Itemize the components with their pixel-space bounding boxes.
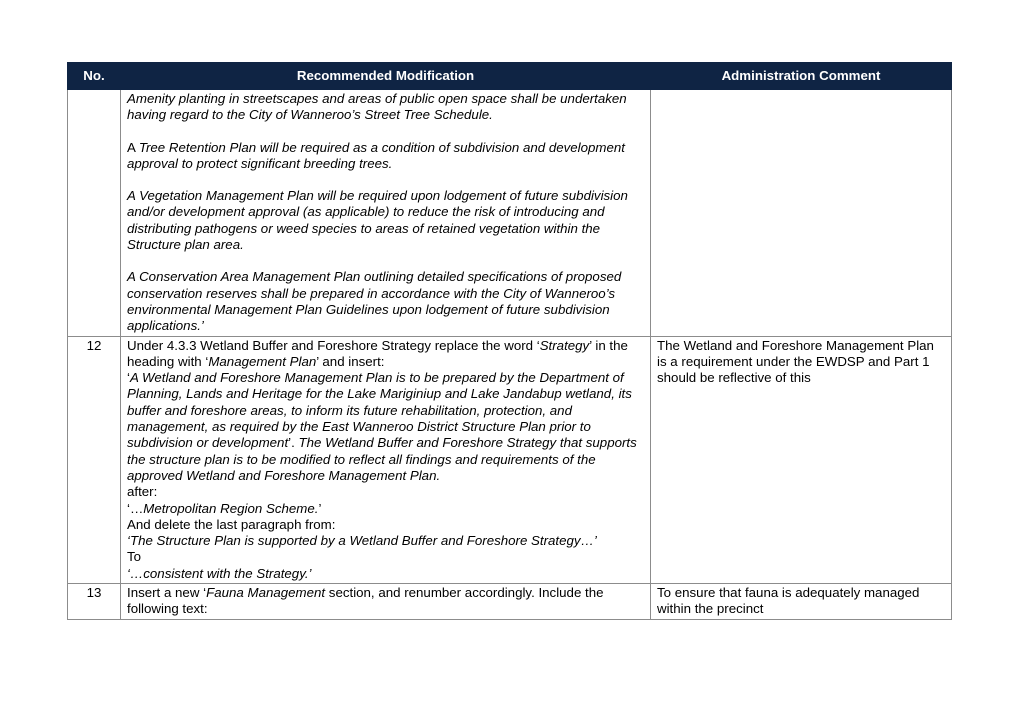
modification-cell — [121, 336, 651, 583]
header-no: No. — [68, 63, 121, 90]
delete-instruction: And delete the last paragraph from: — [127, 516, 336, 532]
after-label: after: — [127, 484, 158, 500]
to-label: To — [127, 549, 142, 565]
table-row — [68, 90, 952, 337]
header-administration-comment: Administration Comment — [651, 63, 952, 90]
table-row — [68, 584, 952, 620]
metropolitan-region-scheme-quote: ‘…Metropolitan Region Scheme.’ — [127, 500, 322, 516]
consistent-quote: ‘…consistent with the Strategy.’ — [127, 565, 312, 581]
row-number: 12 — [68, 336, 121, 583]
header-recommended-modification: Recommended Modification — [121, 63, 651, 90]
table-header-row — [68, 63, 952, 90]
table-row — [68, 336, 952, 583]
modification-cell — [121, 584, 651, 620]
tree-retention-paragraph: A Tree Retention Plan will be required as a condition of subdivision and development approval to protect significant breeding trees. — [127, 139, 625, 171]
modifications-table — [67, 62, 952, 620]
comment-cell — [651, 90, 952, 337]
fauna-management-instruction: Insert a new ‘Fauna Management section, and renumber accordingly. Include the following text: — [127, 585, 604, 617]
row-number: 13 — [68, 584, 121, 620]
comment-cell: To ensure that fauna is adequately managed within the precinct — [651, 584, 952, 620]
vegetation-management-paragraph: A Vegetation Management Plan will be required upon lodgement of future subdivision and/or development approval (as applicable) to reduce the risk of introducing and distributing pathogens or weed species to areas of retained vegetation within the Structure plan area. — [127, 188, 628, 253]
wetland-heading-instruction: Under 4.3.3 Wetland Buffer and Foreshore Strategy replace the word ‘Strategy’ in the heading with ‘Management Plan’ and insert: — [127, 337, 628, 369]
comment-cell: The Wetland and Foreshore Management Plan is a requirement under the EWDSP and Part 1 should be reflective of this — [651, 336, 952, 583]
modification-cell — [121, 90, 651, 337]
conservation-area-paragraph: A Conservation Area Management Plan outlining detailed specifications of proposed conservation reserves shall be prepared in accordance with the City of Wanneroo’s environmental Management Plan Guidelines upon lodgement of future subdivision applications.’ — [127, 269, 622, 334]
amenity-planting-paragraph: Amenity planting in streetscapes and areas of public open space shall be undertaken having regard to the City of Wanneroo’s Street Tree Schedule. — [127, 91, 627, 123]
row-number — [68, 90, 121, 337]
structure-plan-quote: ‘The Structure Plan is supported by a Wetland Buffer and Foreshore Strategy…’ — [127, 533, 597, 549]
wetland-insert-text: ‘A Wetland and Foreshore Management Plan is to be prepared by the Department of Planning, Lands and Heritage for the Lake Mariginiup and Lake Jandabup wetland, its buffer and foreshore areas, to inform its future rehabilitation, protection, and management, as required by the East Wanneroo District Structure Plan prior to subdivision or development’. The Wetland Buffer and Foreshore Strategy that supports the structure plan is to be modified to reflect all findings and requirements of the approved Wetland and Foreshore Management Plan. — [127, 370, 637, 483]
